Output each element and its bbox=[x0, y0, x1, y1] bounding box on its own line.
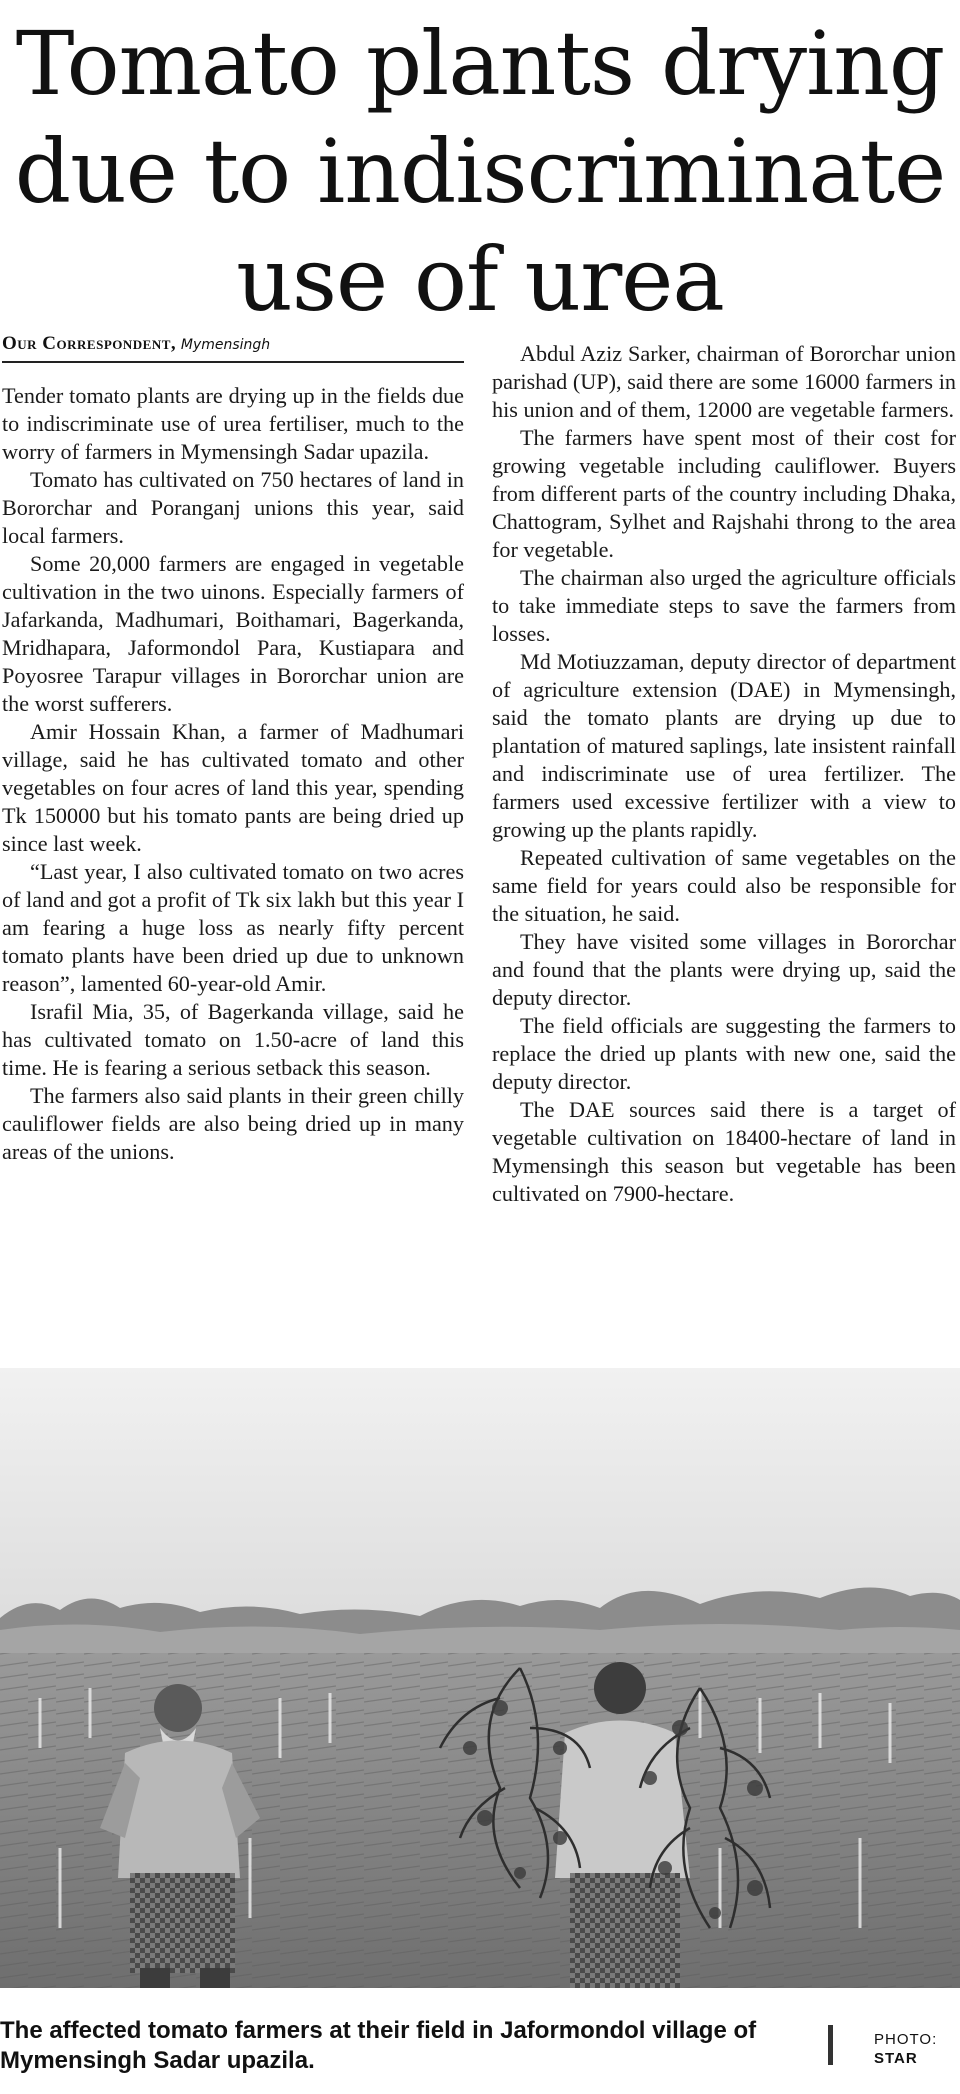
photo-credit bbox=[874, 2030, 937, 2068]
paragraph: The chairman also urged the agriculture officials to take immediate steps to save the farmers from losses. bbox=[492, 565, 956, 646]
paragraph: Israfil Mia, 35, of Bagerkanda village, said he has cultivated tomato on 1.50-acre of land this time. He is fearing a serious setback this season. bbox=[2, 999, 464, 1080]
paragraph: Tender tomato plants are drying up in the fields due to indiscriminate use of urea fertiliser, much to the worry of farmers in Mymensingh Sadar upazila. bbox=[2, 383, 464, 464]
paragraph: The field officials are suggesting the farmers to replace the dried up plants with new one, said the deputy director. bbox=[492, 1013, 956, 1094]
paragraph: Tomato has cultivated on 750 hectares of land in Bororchar and Poranganj unions this year, said local farmers. bbox=[2, 467, 464, 548]
paragraph: Abdul Aziz Sarker, chairman of Bororchar union parishad (UP), said there are some 16000 farmers in his union and of them, 12000 are vegetable farmers. bbox=[492, 341, 956, 422]
headline-line-3: use of urea bbox=[236, 228, 724, 331]
byline-correspondent: Our Correspondent, bbox=[2, 333, 177, 354]
article-column-right bbox=[492, 340, 956, 1208]
news-photo bbox=[0, 1368, 960, 1988]
paragraph: The DAE sources said there is a target of vegetable cultivation on 18400-hectare of land in Mymensingh this season but vegetable has been cultivated on 7900-hectare. bbox=[492, 1097, 956, 1206]
paragraph: Some 20,000 farmers are engaged in vegetable cultivation in the two uinons. Especially farmers of Jafarkanda, Madhumari, Boithamari, Bagerkanda, Mridhapara, Jaformondol Para, Kustiapara and Poyosree Tarapur villages in Bororchar union are the worst sufferers. bbox=[2, 551, 464, 716]
headline bbox=[0, 10, 960, 334]
article-column-left bbox=[2, 382, 464, 1166]
paragraph: Repeated cultivation of same vegetables on the same field for years could also be responsible for the situation, he said. bbox=[492, 845, 956, 926]
byline-location: Mymensingh bbox=[180, 337, 271, 353]
paragraph: They have visited some villages in Bororchar and found that the plants were drying up, said the deputy director. bbox=[492, 929, 956, 1010]
paragraph: The farmers have spent most of their cost for growing vegetable including cauliflower. Buyers from different parts of the country including Dhaka, Chattogram, Sylhet and Rajshahi throng to the area for vegetable. bbox=[492, 425, 956, 562]
photo-credit-source: STAR bbox=[874, 2050, 918, 2067]
byline bbox=[2, 333, 464, 363]
headline-line-1: Tomato plants drying bbox=[15, 12, 945, 115]
paragraph: Md Motiuzzaman, deputy director of department of agriculture extension (DAE) in Mymensingh, said the tomato plants are drying up due to plantation of matured saplings, late insistent rainfall and indiscriminate use of urea fertilizer. The farmers used excessive fertilizer with a view to growing up the plants rapidly. bbox=[492, 649, 956, 842]
photo-caption: The affected tomato farmers at their field in Jaformondol village of Mymensingh Sadar upazila. bbox=[0, 2017, 757, 2074]
paragraph: The farmers also said plants in their green chilly cauliflower fields are also being dried up in many areas of the unions. bbox=[2, 1083, 464, 1164]
paragraph: Amir Hossain Khan, a farmer of Madhumari village, said he has cultivated tomato and other vegetables on four acres of land this year, spending Tk 150000 but his tomato pants are being dried up since last week. bbox=[2, 719, 464, 856]
paragraph: “Last year, I also cultivated tomato on two acres of land and got a profit of Tk six lakh but this year I am fearing a huge loss as nearly fifty percent tomato plants have been dried up due to unknown reason”, lamented 60-year-old Amir. bbox=[2, 859, 464, 996]
caption-divider bbox=[828, 2025, 833, 2065]
photo-credit-label: PHOTO: bbox=[874, 2031, 938, 2048]
headline-line-2: due to indiscriminate bbox=[14, 120, 946, 223]
